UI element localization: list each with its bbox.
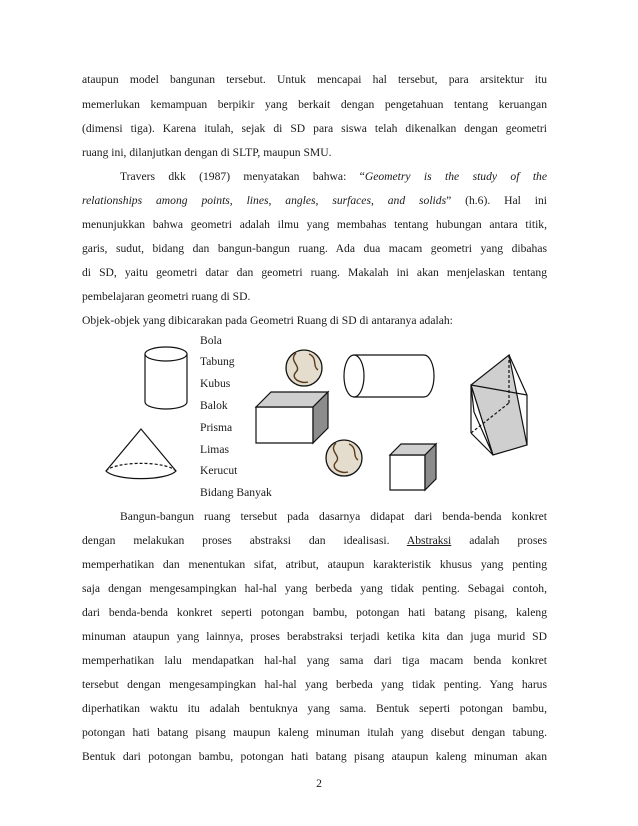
- ball-icon-2: [326, 440, 362, 476]
- para2-line-6: pembelajaran geometri ruang di SD.: [82, 290, 251, 303]
- cuboid-icon: [256, 392, 328, 443]
- object-bidang-banyak: Bidang Banyak: [200, 486, 272, 499]
- page-number: 2: [316, 777, 322, 790]
- para3-line-2: [82, 534, 547, 548]
- para3-line-3: memperhatikan dan menentukan sifat, atribut, ataupun karakteristik khusus yang penting: [82, 558, 547, 571]
- para2-line-3: menunjukkan bahwa geometri adalah ilmu yang membahas tentang hubungan antara titik,: [82, 218, 547, 231]
- para1-line-1: ataupun model bangunan tersebut. Untuk mencapai hal tersebut, para arsitektur itu: [82, 73, 547, 86]
- para3-line2-lead: dengan melakukan proses abstraksi dan idealisasi.: [82, 534, 390, 547]
- prism-icon: [471, 355, 527, 455]
- object-kerucut: Kerucut: [200, 464, 238, 477]
- object-limas: Limas: [200, 443, 229, 456]
- para3-line-10: potongan hati batang pisang maupun kaleng minuman itulah yang disebut dengan tabung.: [82, 726, 547, 739]
- para3-line2-tail: adalah proses: [469, 534, 547, 547]
- object-bola: Bola: [200, 334, 222, 347]
- para1-line-3: (dimensi tiga). Karena itulah, sejak di SD para siswa telah dikenalkan dengan geometri: [82, 122, 547, 135]
- para3-line-1: Bangun-bangun ruang tersebut pada dasarnya didapat dari benda-benda konkret: [120, 510, 547, 523]
- para1-line-2: memerlukan kemampuan berpikir yang berkait dengan pengetahuan tentang keruangan: [82, 98, 547, 111]
- cylinder-horizontal-icon: [344, 355, 434, 397]
- para3-line-4: saja dengan mengesampingkan hal-hal yang berbeda yang tidak penting. Sebagai contoh,: [82, 582, 547, 595]
- para3-line-5: dari benda-benda konkret seperti potongan bambu, potongan hati batang pisang, kaleng: [82, 606, 547, 619]
- para2-line-5: di SD, yaitu geometri datar dan geometri ruang. Makalah ini akan menjelaskan tentang: [82, 266, 547, 279]
- object-kubus: Kubus: [200, 377, 231, 390]
- para3-line-6: minuman ataupun yang lainnya, proses berabstraksi terjadi ketika kita dan juga murid SD: [82, 630, 547, 643]
- para3-line-11: Bentuk dari potongan bambu, potongan hati batang pisang ataupun kaleng minuman akan: [82, 750, 547, 763]
- quote-citation: ” (h.6). Hal ini: [446, 194, 547, 207]
- ball-icon: [286, 350, 322, 386]
- cylinder-upright-icon: [145, 347, 187, 409]
- cone-icon: [106, 429, 176, 479]
- para2-line-4: garis, sudut, bidang dan bangun-bangun ruang. Ada dua macam geometri yang dibahas: [82, 242, 547, 255]
- para2-lead: Travers dkk (1987) menyatakan bahwa: “: [120, 170, 365, 183]
- objects-intro: Objek-objek yang dibicarakan pada Geometri Ruang di SD di antaranya adalah:: [82, 314, 453, 327]
- quote-start: Geometry is the study of the: [364, 170, 547, 183]
- object-prisma: Prisma: [200, 421, 233, 434]
- para1-line-4: ruang ini, dilanjutkan dengan di SLTP, maupun SMU.: [82, 146, 332, 159]
- object-balok: Balok: [200, 399, 228, 412]
- para3-line-7: memperhatikan lalu mendapatkan hal-hal yang sama dari tiga macam benda konkret: [82, 654, 547, 667]
- cube-icon: [390, 444, 436, 490]
- para3-line-9: diperhatikan waktu itu adalah bentuknya yang sama. Bentuk seperti potongan bambu,: [82, 702, 547, 715]
- quote-end: relationships among points, lines, angles, surfaces, and solids: [82, 194, 447, 207]
- para3-line-8: tersebut dengan mengesampingkan hal-hal yang berbeda yang tidak penting. Yang harus: [82, 678, 547, 691]
- object-tabung: Tabung: [200, 355, 235, 368]
- term-abstraksi: Abstraksi: [406, 534, 452, 547]
